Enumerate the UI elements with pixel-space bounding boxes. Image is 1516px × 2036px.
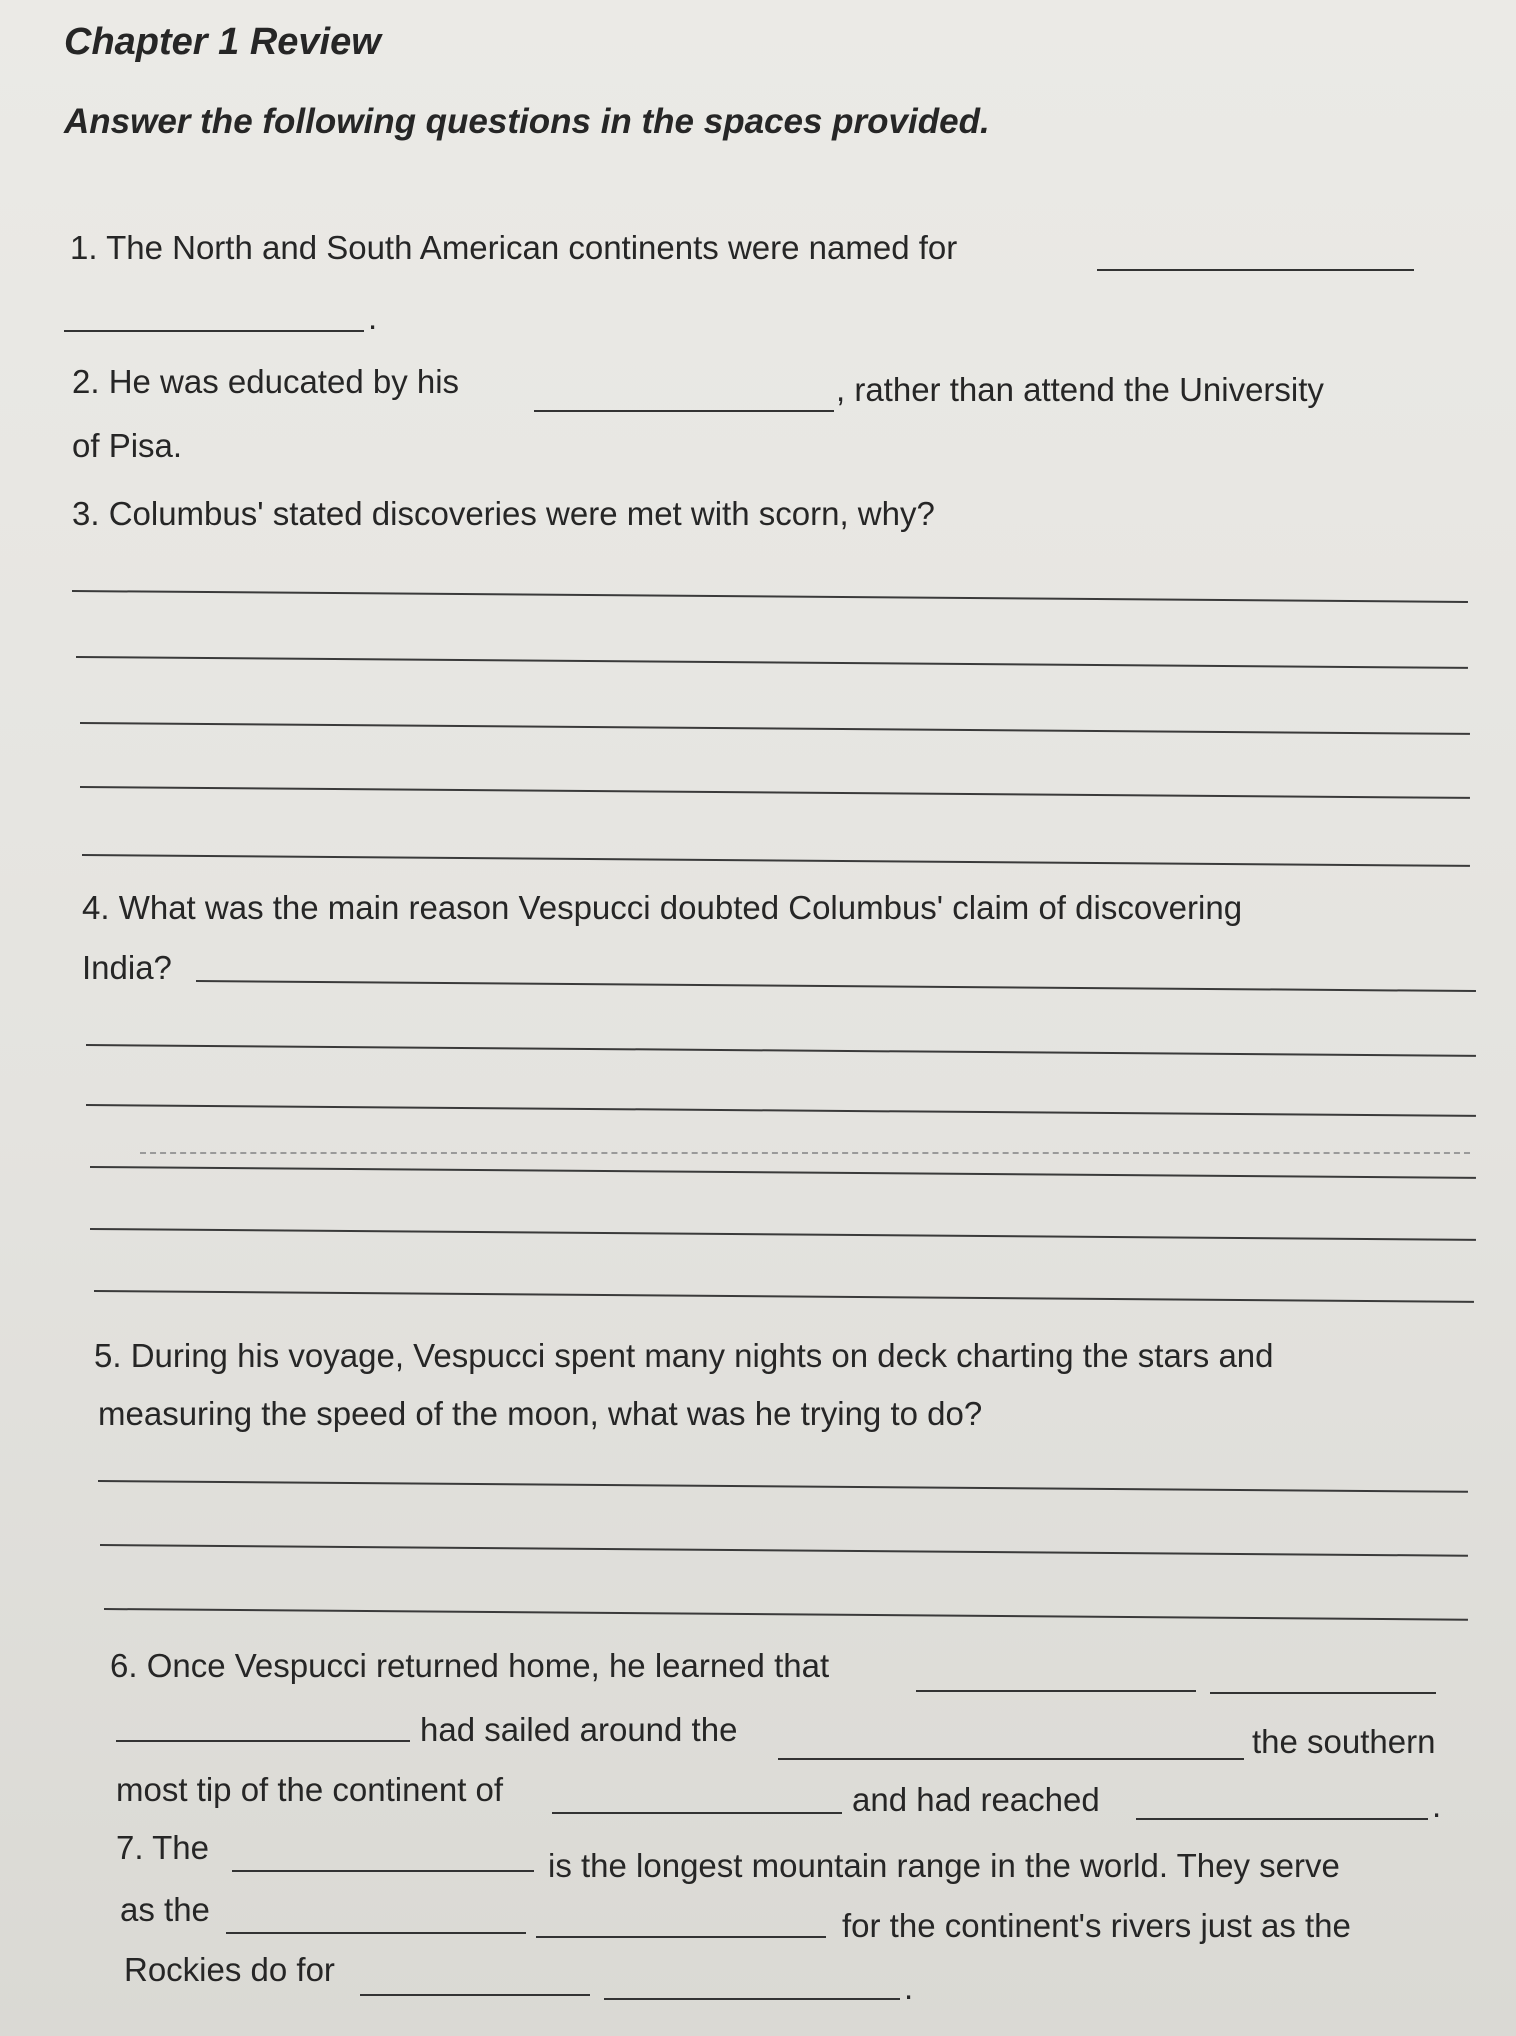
question-6-blank-5[interactable] <box>552 1812 842 1814</box>
question-1-blank-2[interactable] <box>64 330 364 332</box>
question-5-answer-line-1[interactable] <box>98 1480 1468 1493</box>
question-1-period: . <box>368 299 378 336</box>
question-6-blank-2[interactable] <box>1210 1692 1436 1694</box>
question-7-text: 7. The <box>116 1829 209 1866</box>
question-6-text-southern: the southern <box>1252 1723 1436 1760</box>
question-4-answer-line-3[interactable] <box>86 1104 1476 1117</box>
question-4-text: 4. What was the main reason Vespucci doubted Columbus' claim of discovering <box>82 889 1243 926</box>
question-5-answer-line-2[interactable] <box>100 1544 1468 1557</box>
question-7-period: . <box>904 1969 914 2006</box>
question-3-answer-line-1[interactable] <box>72 590 1468 603</box>
question-5-text-end: measuring the speed of the moon, what was he trying to do? <box>98 1395 983 1432</box>
question-3-answer-line-2[interactable] <box>76 656 1468 669</box>
question-6-blank-1[interactable] <box>916 1690 1196 1692</box>
question-7-text-serve: as the <box>120 1891 210 1928</box>
question-3-answer-line-5[interactable] <box>82 854 1470 867</box>
question-4-answer-line-4[interactable] <box>90 1166 1476 1179</box>
question-6-text-most-tip: most tip of the continent of <box>116 1771 504 1808</box>
question-6-blank-6[interactable] <box>1136 1818 1428 1820</box>
question-6-text: 6. Once Vespucci returned home, he learned that <box>110 1647 830 1684</box>
question-2-text-end: of Pisa. <box>72 427 183 464</box>
question-4-answer-line-2[interactable] <box>86 1044 1476 1057</box>
question-1-text: 1. The North and South American continents were named for <box>70 229 958 266</box>
question-6-text-reached: and had reached <box>852 1781 1100 1818</box>
faint-dotted-line <box>140 1152 1470 1154</box>
question-5-answer-line-3[interactable] <box>104 1608 1468 1621</box>
question-6-text-continued: had sailed around the <box>420 1711 738 1748</box>
question-5-text: 5. During his voyage, Vespucci spent many nights on deck charting the stars and <box>94 1337 1274 1374</box>
question-7-blank-3[interactable] <box>536 1936 826 1938</box>
question-3-answer-line-4[interactable] <box>80 786 1470 799</box>
question-7-blank-1[interactable] <box>232 1870 534 1872</box>
question-4-answer-line-1[interactable] <box>196 980 1476 992</box>
question-6-period: . <box>1432 1787 1442 1824</box>
question-6-blank-3[interactable] <box>116 1740 410 1742</box>
question-1-blank-1[interactable] <box>1097 269 1414 271</box>
question-6-blank-4[interactable] <box>778 1758 1244 1760</box>
question-2-text-continued: , rather than attend the University <box>836 371 1324 408</box>
question-3-text: 3. Columbus' stated discoveries were met with scorn, why? <box>72 495 935 532</box>
question-2-text: 2. He was educated by his <box>72 363 460 400</box>
worksheet-title: Chapter 1 Review <box>64 21 381 63</box>
question-4-answer-line-6[interactable] <box>94 1290 1474 1303</box>
question-7-blank-5[interactable] <box>604 1998 900 2000</box>
question-7-text-continued: is the longest mountain range in the world. They serve <box>548 1847 1340 1884</box>
question-7-blank-4[interactable] <box>360 1994 590 1996</box>
question-7-blank-2[interactable] <box>226 1932 526 1934</box>
question-4-answer-line-5[interactable] <box>90 1228 1476 1241</box>
question-7-text-rivers: for the continent's rivers just as the <box>842 1907 1351 1944</box>
question-2-blank[interactable] <box>534 410 834 412</box>
question-7-text-rockies: Rockies do for <box>124 1951 335 1988</box>
question-4-text-end: India? <box>82 949 172 986</box>
question-3-answer-line-3[interactable] <box>80 722 1470 735</box>
worksheet-instructions: Answer the following questions in the spaces provided. <box>64 102 990 141</box>
